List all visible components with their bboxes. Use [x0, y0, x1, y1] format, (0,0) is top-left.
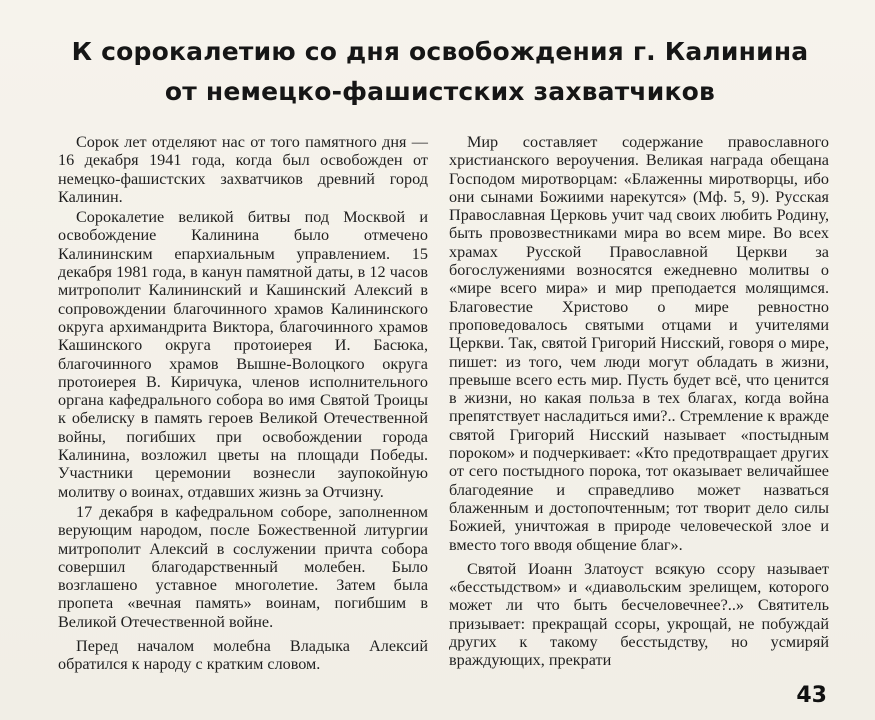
page-number: 43: [796, 683, 827, 708]
left-paragraph-3: 17 декабря в кафедральном соборе, заполненном верующим народом, после Божественной литургии митрополит Алексий в сослужении причта собора совершил благодарственный молебен. Было возглашено уставное многолетие. Затем была пропета «вечная память» воинам, погибшим в Великой Отечественной войне.: [58, 502, 428, 631]
left-paragraph-4: Перед началом молебна Владыка Алексий обратился к народу с кратким словом.: [58, 637, 428, 674]
article-title: [40, 32, 840, 112]
right-paragraph-2: Святой Иоанн Златоуст всякую ссору называет «бесстыдством» и «диавольским зрелищем, которого может ли что быть бесчеловечнее?..» Святитель призывает: прекращай ссоры, укрощай, не побуждай других к такому бесстыдству, но усмиряй враждующих, прекрати: [449, 559, 829, 670]
title-line-1: К сорокалетию со дня освобождения г. Калинина: [71, 37, 809, 66]
left-paragraph-2: Сорокалетие великой битвы под Москвой и освобождение Калинина было отмечено Калининским епархиальным управлением. 15 декабря 1981 года, в канун памятной даты, в 12 часов митрополит Калининский и Кашинский Алексий в сопровождении благочинного храмов Калининского округа архимандрита Виктора, благочинного храмов Кашинского округа протоиерея И. Басюка, благочинного храмов Вышне-Волоцкого округа протоиерея В. Киричука, членов исполнительного органа кафедрального собора во имя Святой Троицы к обелиску в память героев Великой Отечественной войны, погибших при освобождении города Калинина, возложил цветы на площади Победы. Участники церемонии вознесли заупокойную молитву о воинах, отдавших жизнь за Отчизну.: [58, 208, 428, 501]
left-column: [58, 133, 428, 676]
left-paragraph-1: Сорок лет отделяют нас от того памятного дня — 16 декабря 1941 года, когда был освобожден от немецко-фашистских захватчиков древний город Калинин.: [58, 133, 428, 206]
right-column: [449, 133, 829, 672]
title-line-2: от немецко-фашистских захватчиков: [164, 77, 716, 106]
right-paragraph-1: Мир составляет содержание православного христианского вероучения. Великая награда обещана Господом миротворцам: «Блаженны миротворцы, ибо они сынами Божиими нарекутся» (Мф. 5, 9). Русская Православная Церковь учит чад своих любить Родину, быть провозвестниками мира во всем мире. Во всех храмах Русской Православной Церкви за богослужениями возносятся ежедневно молитвы о «мире всего мира» и мир преподается молящимся. Благовестие Христово о мире ревностно проповедовалось святыми отцами и учителями Церкви. Так, святой Григорий Нисский, говоря о мире, пишет: из того, чем люди могут обладать в жизни, превыше всего есть мир. Пусть будет всё, что ценится в жизни, но какая польза в тех благах, когда война препятствует насладиться ими?.. Стремление к вражде святой Григорий Нисский называет «постыдным пороком» и подчеркивает: «Кто предотвращает других от сего постыдного порока, тот оказывает величайшее благодеяние и справедливо может назваться блаженным и достопочтенным; тот творит дело силы Божией, уничтожая в природе человеческой злое и вместо того вводя общение благ».: [449, 133, 829, 554]
